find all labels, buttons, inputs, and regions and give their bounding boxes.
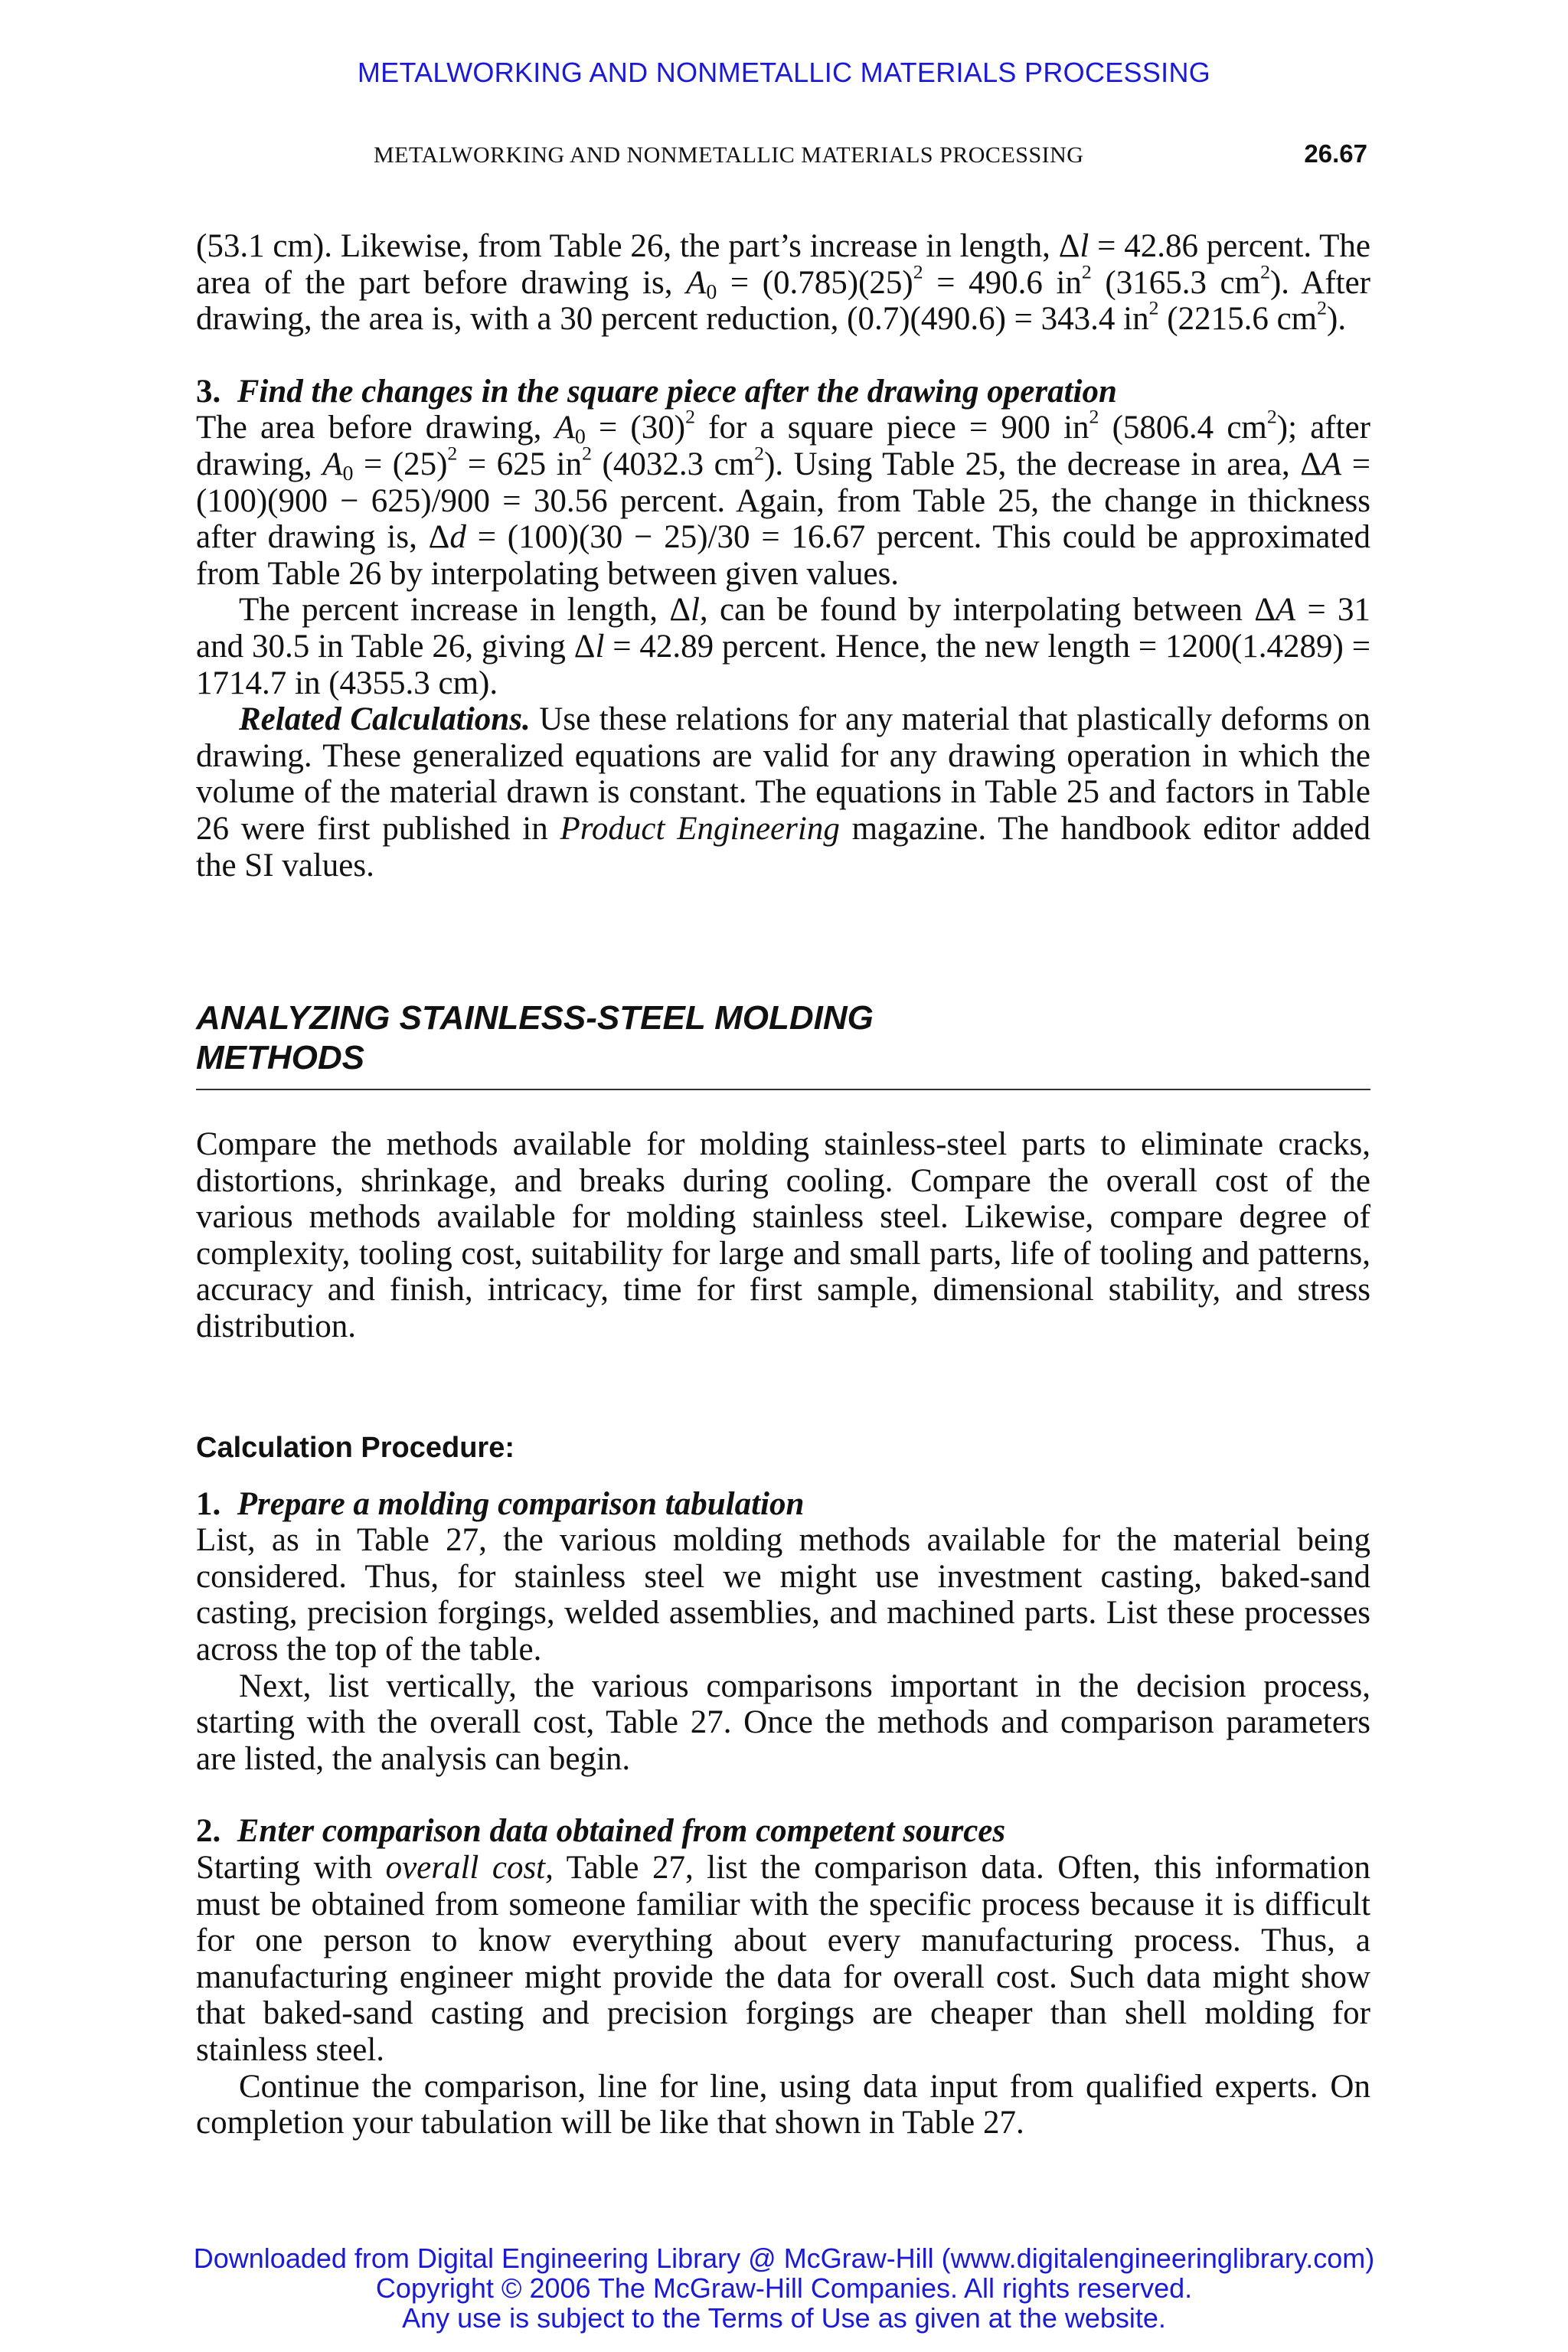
section-title: [196, 998, 1370, 1090]
footer-copyright: Copyright © 2006 The McGraw-Hill Companies. All rights reserved.: [375, 2272, 1193, 2304]
intro-paragraph: (53.1 cm). Likewise, from Table 26, the part’s increase in length, Δl = 42.86 percent. The area of the part before drawing is, $A_0 = (0.785)(25)^2 = 490.6$ $in^2$ (3165.3 $cm^2$). After drawing, the area is, with a 30 percent reduction, (0.7)(490.6) = 343.4 $in^2$ (2215.6 $cm^2$).: [196, 228, 1370, 338]
footer-terms: Any use is subject to the Terms of Use as given at the website.: [402, 2302, 1166, 2334]
step-3-paragraph-1: The area before drawing, $A_0 = (30)^2$ for a square piece = 900 $in^2$ (5806.4 $cm^2$); after drawing, $A_0 = (25)^2 = 625$ $in^2$ (4032.3 $cm^2$). Using Table 25, the decrease in area, ΔA = (100)(900 − 625)/900 = 30.56 percent. Again, from Table 25, the change in thickness after drawing is, Δd = (100)(30 − 25)/30 = 16.67 percent. This could be approximated from Table 26 by interpolating between given values.: [196, 406, 1370, 592]
running-header: METALWORKING AND NONMETALLIC MATERIALS PROCESSING: [374, 142, 1084, 168]
related-calculations-paragraph: Related Calculations. Use these relations for any material that plastically deforms on drawing. These generalized equations are valid for any drawing operation in which the volume of the material drawn is constant. The equations in Table 25 and factors in Table 26 were first published in Product Engineering magazine. The handbook editor added the SI values.: [196, 701, 1370, 884]
header-link[interactable]: METALWORKING AND NONMETALLIC MATERIALS PROCESSING: [357, 57, 1211, 88]
step-3-paragraph-2: The percent increase in length, Δl, can be found by interpolating between ΔA = 31 and 30.5 in Table 26, giving Δl = 42.89 percent. Hence, the new length = 1200(1.4289) = 1714.7 in (4355.3 cm).: [196, 592, 1371, 701]
body-text: [196, 228, 1370, 2141]
step-1-heading: 1. Prepare a molding comparison tabulation: [196, 1485, 805, 1522]
step-2-paragraph-2: Continue the comparison, line for line, using data input from qualified experts. On completion your tabulation will be like that shown in Table 27.: [196, 2068, 1370, 2141]
section-title-line-1: ANALYZING STAINLESS-STEEL MOLDING: [196, 999, 874, 1037]
calculation-procedure-heading: Calculation Procedure:: [196, 1431, 514, 1464]
step-1-paragraph-2: Next, list vertically, the various comparisons important in the decision process, starting with the overall cost, Table 27. Once the methods and comparison parameters are listed, the analysis can begin.: [196, 1668, 1370, 1777]
section-title-line-2: METHODS: [196, 1039, 364, 1077]
step-2-heading: 2. Enter comparison data obtained from competent sources: [196, 1813, 1006, 1850]
step-3-heading: 3. Find the changes in the square piece after the drawing operation: [196, 373, 1117, 410]
step-1-paragraph-1: List, as in Table 27, the various molding methods available for the material being considered. Thus, for stainless steel we might use investment casting, baked-sand casting, precision forgings, welded assemblies, and machined parts. List these processes across the top of the table.: [196, 1522, 1370, 1668]
step-2-paragraph-1: Starting with overall cost, Table 27, list the comparison data. Often, this information must be obtained from someone familiar with the specific process because it is difficult for one person to know everything about every manufacturing process. Thus, a manufacturing engineer might provide the data for overall cost. Such data might show that baked-sand casting and precision forgings are cheaper than shell molding for stainless steel.: [196, 1850, 1370, 2068]
section-intro-paragraph: Compare the methods available for molding stainless-steel parts to eliminate cracks, distortions, shrinkage, and breaks during cooling. Compare the overall cost of the various methods available for molding stainless steel. Likewise, compare degree of complexity, tooling cost, suitability for large and small parts, life of tooling and patterns, accuracy and finish, intricacy, time for first sample, dimensional stability, and stress distribution.: [196, 1126, 1370, 1345]
footer-download-link[interactable]: Downloaded from Digital Engineering Library @ McGraw-Hill (www.digitalengineeringlibrary.com): [193, 2243, 1375, 2274]
page-number: 26.67: [1304, 139, 1367, 168]
footer-notice[interactable]: [0, 2243, 1568, 2333]
